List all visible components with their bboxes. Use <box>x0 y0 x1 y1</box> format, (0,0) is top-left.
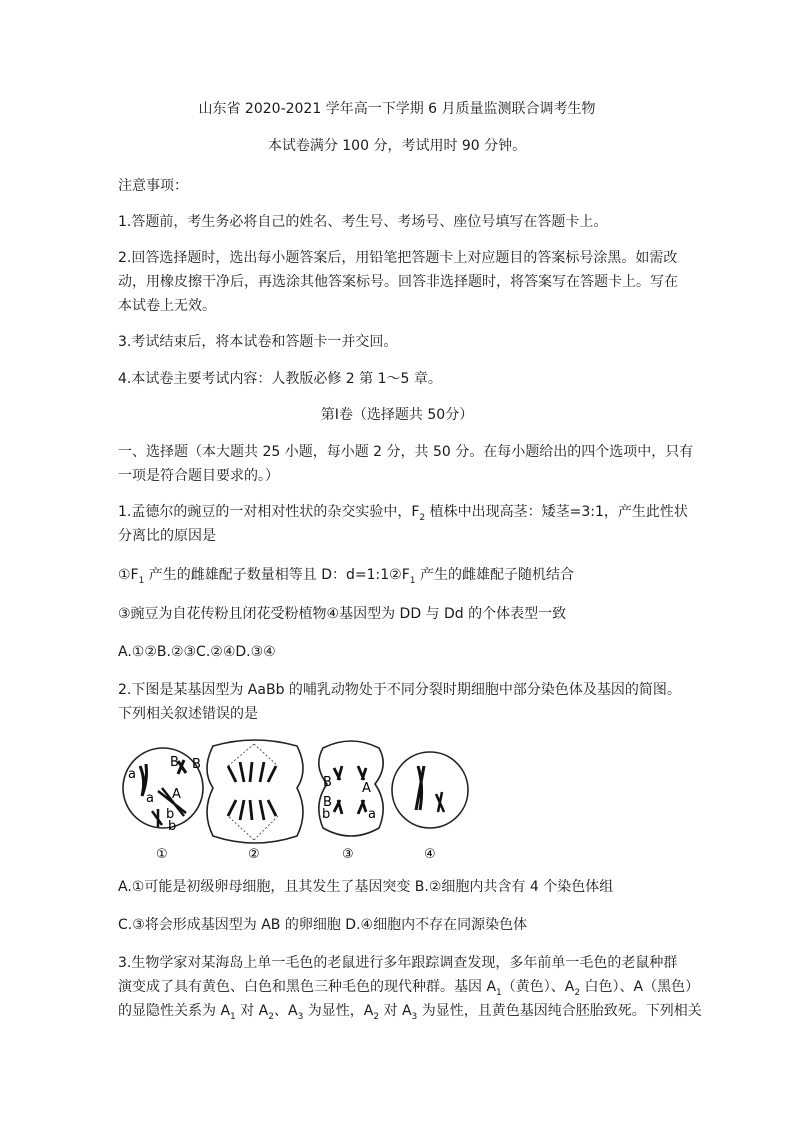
gene-label-a: a <box>128 767 136 782</box>
gene-label-a: a <box>368 807 376 822</box>
q2-options-ab: A.①可能是初级卵母细胞，且其发生了基因突变 B.②细胞内共含有 4 个染色体组 <box>118 879 614 895</box>
cell-label-4: ④ <box>424 847 436 862</box>
gene-label-A: A <box>172 787 181 802</box>
q1-stem-cont: 分离比的原因是 <box>118 528 216 544</box>
q2-options-cd: C.③将会形成基因型为 AB 的卵细胞 D.④细胞内不存在同源染色体 <box>118 917 528 933</box>
q3-stem-cont-2: 的显隐性关系为 $A_1$ 对 $A_2$、$A_3$ 为显性，$A_2$ 对 $A_3$ 为显性，且黄色基因纯合胚胎致死。下列相关 <box>118 1003 702 1022</box>
q3-stem-cont: 演变成了具有黄色、白色和黑色三种毛色的现代种群。基因 $A_1$（黄色）、$A_2$ 白色）、A（黑色） <box>118 979 700 998</box>
cell-label-3: ③ <box>342 847 354 862</box>
q2-stem: 2.下图是某基因型为 AaBb 的哺乳动物处于不同分裂时期细胞中部分染色体及基因的简图。 <box>118 682 681 698</box>
section-heading: 一、选择题（本大题共 25 小题，每小题 2 分，共 50 分。在每小题给出的四个选项中，只有 <box>118 444 694 460</box>
q1-answers: A.①②B.②③C.②④D.③④ <box>118 644 276 660</box>
gene-label-A: A <box>362 781 371 796</box>
page-title: 山东省 2020-2021 学年高一下学期 6 月质量监测联合调考生物 <box>198 101 596 117</box>
gene-label-B: B <box>323 795 332 810</box>
cell-label-2: ② <box>248 847 260 862</box>
section-heading-cont: 一项是符合题目要求的。） <box>118 468 279 484</box>
gene-label-B: B <box>170 755 179 770</box>
q1-option-line-1: $①F_1$ 产生的雌雄配子数量相等且 D：$d=1:1②F_1$ 产生的雌雄配子随机结合 <box>118 567 574 586</box>
gene-label-b: b <box>166 807 175 822</box>
cell-label-1: ① <box>156 847 168 862</box>
notice-item-1: 1.答题前，考生务必将自己的姓名、考生号、考场号、座位号填写在答题卡上。 <box>118 214 608 230</box>
gene-label-B: B <box>192 757 201 772</box>
notice-item-2: 2.回答选择题时，选出每小题答案后，用铅笔把答题卡上对应题目的答案标号涂黑。如需改 <box>118 250 678 266</box>
notice-item-3: 3.考试结束后，将本试卷和答题卡一并交回。 <box>118 334 398 350</box>
cell-division-figure <box>118 736 478 864</box>
gene-label-b: b <box>168 819 177 834</box>
notice-heading: 注意事项： <box>118 178 188 194</box>
part-heading: 第Ⅰ卷（选择题共 50分） <box>320 407 474 423</box>
gene-label-B: B <box>323 775 332 790</box>
q1-stem: 1.孟德尔的豌豆的一对相对性状的杂交实验中，$F_2$ 植株中出现高茎：矮茎=3:1，产生此性状 <box>118 504 688 523</box>
cell-3 <box>319 741 383 836</box>
q2-stem-cont: 下列相关叙述错误的是 <box>118 706 258 722</box>
cell-4 <box>392 752 468 828</box>
notice-item-4: 4.本试卷主要考试内容：人教版必修 2 第 1～5 章。 <box>118 371 442 387</box>
cell-1 <box>123 748 203 834</box>
q3-stem: 3.生物学家对某海岛上单一毛色的老鼠进行多年跟踪调查发现，多年前单一毛色的老鼠种群 <box>118 955 678 971</box>
notice-item-2-cont: 动，用橡皮擦干净后，再选涂其他答案标号。回答非选择题时，将答案写在答题卡上。写在 <box>118 274 678 290</box>
notice-item-2-end: 本试卷上无效。 <box>118 298 216 314</box>
gene-label-a: a <box>146 791 154 806</box>
page-subtitle: 本试卷满分 100 分，考试用时 90 分钟。 <box>267 138 527 154</box>
q1-option-line-2: ③豌豆为自花传粉且闭花受粉植物④基因型为 DD 与 Dd 的个体表型一致 <box>118 606 567 622</box>
gene-label-b: b <box>322 807 331 822</box>
cell-2 <box>207 740 303 843</box>
